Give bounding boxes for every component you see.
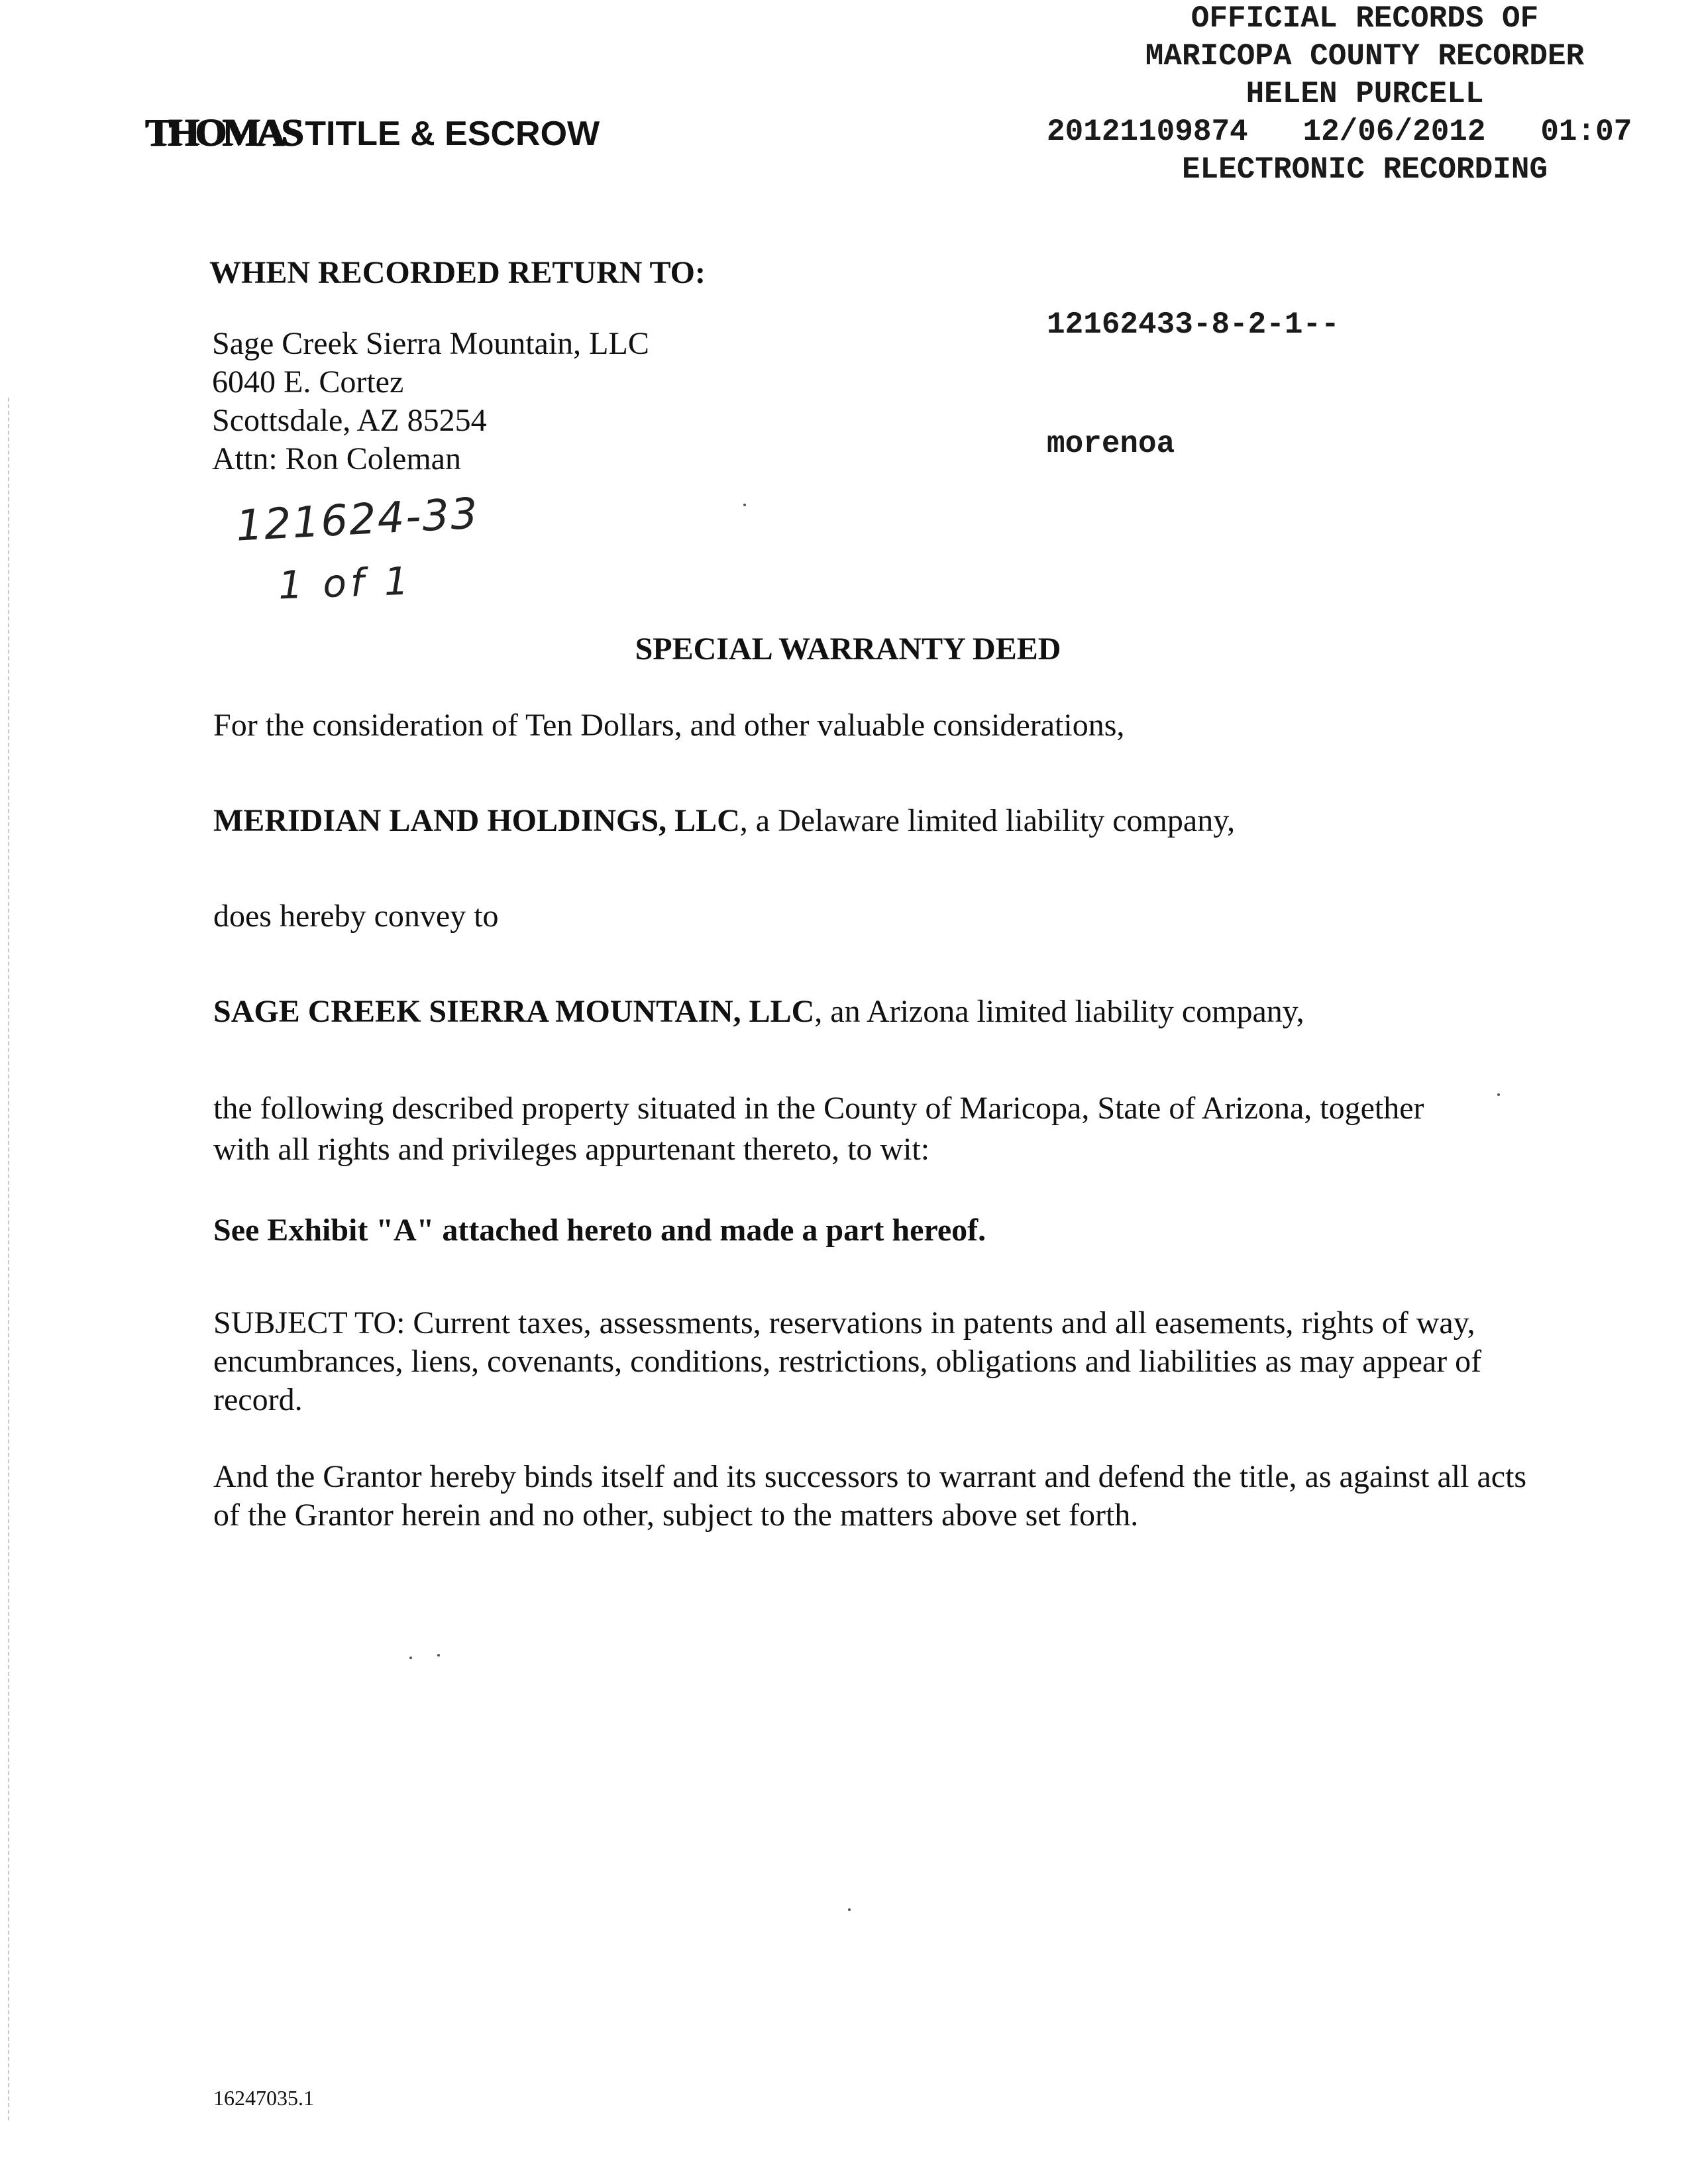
logo-thomas: THOMAS [144,111,299,154]
stamp-line-recorder: HELEN PURCELL [1246,77,1484,111]
return-address-line: 6040 E. Cortez [212,364,404,400]
exhibit-reference: See Exhibit "A" attached hereto and made a part hereof. [213,1213,986,1248]
return-address-line: Scottsdale, AZ 85254 [212,403,487,438]
stamp-line-electronic: ELECTRONIC RECORDING [1181,152,1548,187]
recording-reference [1047,225,1340,504]
handwritten-page-count: 1 of 1 [277,558,413,608]
grantee-description: , an Arizona limited liability company, [814,994,1304,1029]
logo-rest: TITLE & ESCROW [295,115,600,153]
property-paragraph [213,1088,1424,1170]
property-line: the following described property situated in the County of Maricopa, State of Arizona, together [213,1091,1424,1126]
recording-ref-user: morenoa [1047,427,1175,461]
return-address-line: Sage Creek Sierra Mountain, LLC [212,326,649,361]
deed-title: SPECIAL WARRANTY DEED [635,631,1061,667]
warranty-paragraph: And the Grantor hereby binds itself and its successors to warrant and defend the title, as against all acts of the Grantor herein and no other, subject to the matters above set forth. [213,1459,1527,1533]
grantor-name: MERIDIAN LAND HOLDINGS, LLC [213,803,740,838]
return-address-line: Attn: Ron Coleman [212,441,461,476]
return-to-heading: WHEN RECORDED RETURN TO: [209,255,706,290]
stamp-line-county: MARICOPA COUNTY RECORDER [1145,39,1585,74]
scan-speck [848,1908,851,1911]
scan-speck [437,1654,440,1657]
company-logo [144,110,600,154]
subject-to-paragraph: SUBJECT TO: Current taxes, assessments, reservations in patents and all easements, rights of way, encumbrances, liens, covenants, conditions, restrictions, obligations and liabilities as may appear of record. [213,1305,1482,1417]
grantee-paragraph [213,993,1304,1031]
scan-speck [409,1657,412,1659]
stamp-line-official: OFFICIAL RECORDS OF [1191,1,1539,36]
recorder-stamp [1047,0,1683,189]
grantor-description: , a Delaware limited liability company, [739,803,1236,838]
grantee-name: SAGE CREEK SIERRA MOUNTAIN, LLC [213,994,815,1029]
property-line: with all rights and privileges appurtenant thereto, to wit: [213,1132,930,1167]
handwritten-file-number: 121624-33 [235,489,480,551]
consideration-paragraph: For the consideration of Ten Dollars, and other valuable considerations, [213,708,1125,743]
scan-speck [1497,1093,1500,1096]
return-address [212,325,649,478]
grantor-paragraph [213,802,1235,840]
scan-speck [743,504,746,506]
recording-ref-number: 12162433-8-2-1-- [1047,307,1340,342]
stamp-line-number-date: 20121109874 12/06/2012 01:07 [1047,115,1632,149]
document-number: 16247035.1 [213,2086,314,2110]
convey-paragraph: does hereby convey to [213,899,499,934]
